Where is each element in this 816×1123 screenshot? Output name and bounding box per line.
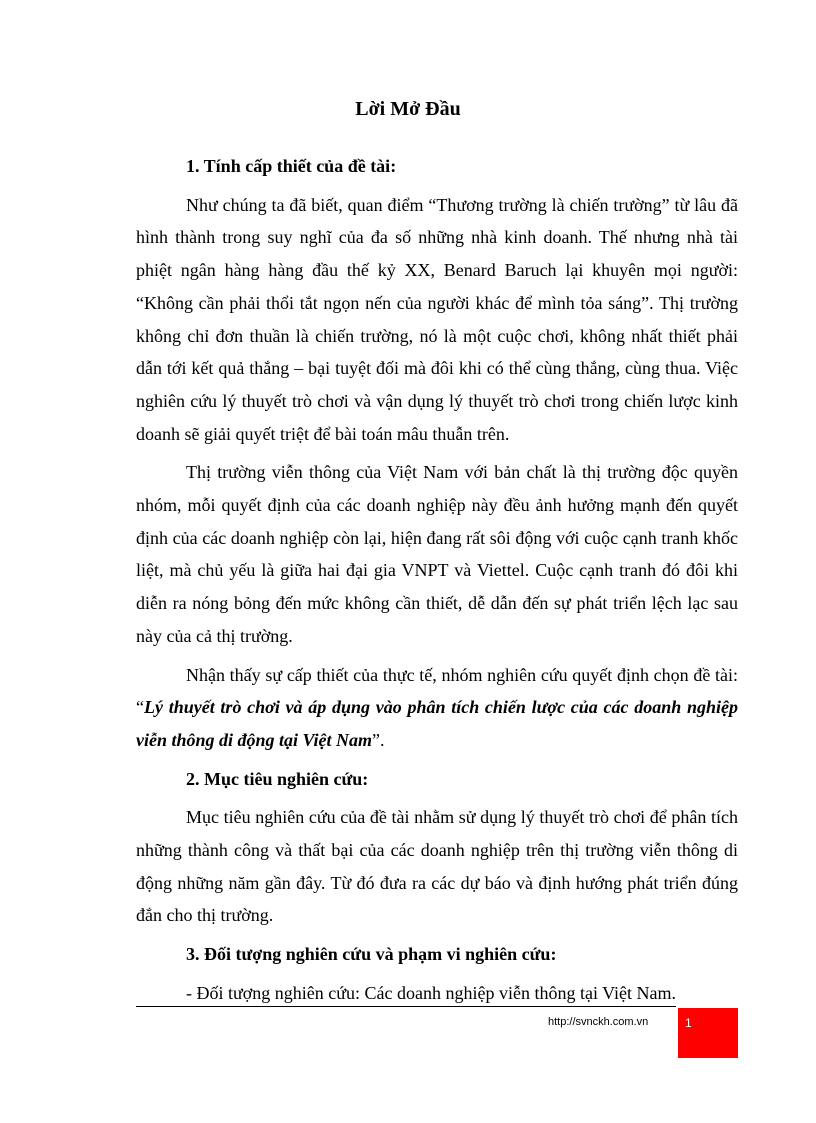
page-number-badge [678,1008,738,1058]
page-number: 1 [685,1016,692,1030]
document-body [136,150,738,1016]
section-3-heading: 3. Đối tượng nghiên cứu và phạm vi nghiên cứu: [186,944,557,965]
footer-url: http://svnckh.com.vn [548,1016,649,1028]
section-2-paragraph-1: Mục tiêu nghiên cứu của đề tài nhằm sử dụng lý thuyết trò chơi để phân tích những thành công và thất bại của các doanh nghiệp trên thị trường viễn thông di động những năm gần đây. Từ đó đưa ra các dự báo và định hướng phát triển đúng đắn cho thị trường. [136,807,738,926]
section-1-paragraph-3 [136,659,738,757]
section-2-heading: 2. Mục tiêu nghiên cứu: [186,768,369,789]
section-3-paragraph-1: - Đối tượng nghiên cứu: Các doanh nghiệp viễn thông tại Việt Nam. [186,982,677,1003]
topic-closing-text: ”. [372,729,385,750]
footer-divider [136,1006,676,1007]
research-topic-title: Lý thuyết trò chơi và áp dụng vào phân tích chiến lược của các doanh nghiệp viễn thông di động tại Việt Nam [136,697,738,750]
topic-intro-text: Nhận thấy sự cấp thiết của thực tế, nhóm nghiên cứu quyết định chọn đề tài: “ [136,664,738,718]
section-1-paragraph-1: Như chúng ta đã biết, quan điểm “Thương trường là chiến trường” từ lâu đã hình thành trong suy nghĩ của đa số những nhà kinh doanh. Thế nhưng nhà tài phiệt ngân hàng hàng đầu thế kỷ XX, Benard Baruch lại khuyên mọi người: “Không cần phải thổi tắt ngọn nến của người khác để mình tỏa sáng”. Thị trường không chỉ đơn thuần là chiến trường, nó là một cuộc chơi, không nhất thiết phải dẫn tới kết quả thắng – bại tuyệt đối mà đôi khi có thể cùng thắng, cùng thua. Việc nghiên cứu lý thuyết trò chơi và vận dụng lý thuyết trò chơi trong chiến lược kinh doanh sẽ giải quyết triệt để bài toán mâu thuẫn trên. [136,194,738,444]
section-1-paragraph-2: Thị trường viễn thông của Việt Nam với bản chất là thị trường độc quyền nhóm, mỗi quyết định của các doanh nghiệp này đều ảnh hưởng mạnh đến quyết định của các doanh nghiệp còn lại, hiện đang rất sôi động với cuộc cạnh tranh khốc liệt, mà chủ yếu là giữa hai đại gia VNPT và Viettel. Cuộc cạnh tranh đó đôi khi diễn ra nóng bỏng đến mức không cần thiết, dễ dẫn đến sự phát triển lệch lạc sau này của cả thị trường. [136,462,738,646]
section-1-heading: 1. Tính cấp thiết của đề tài: [186,156,397,176]
page-title: Lời Mở Đầu [355,98,461,120]
